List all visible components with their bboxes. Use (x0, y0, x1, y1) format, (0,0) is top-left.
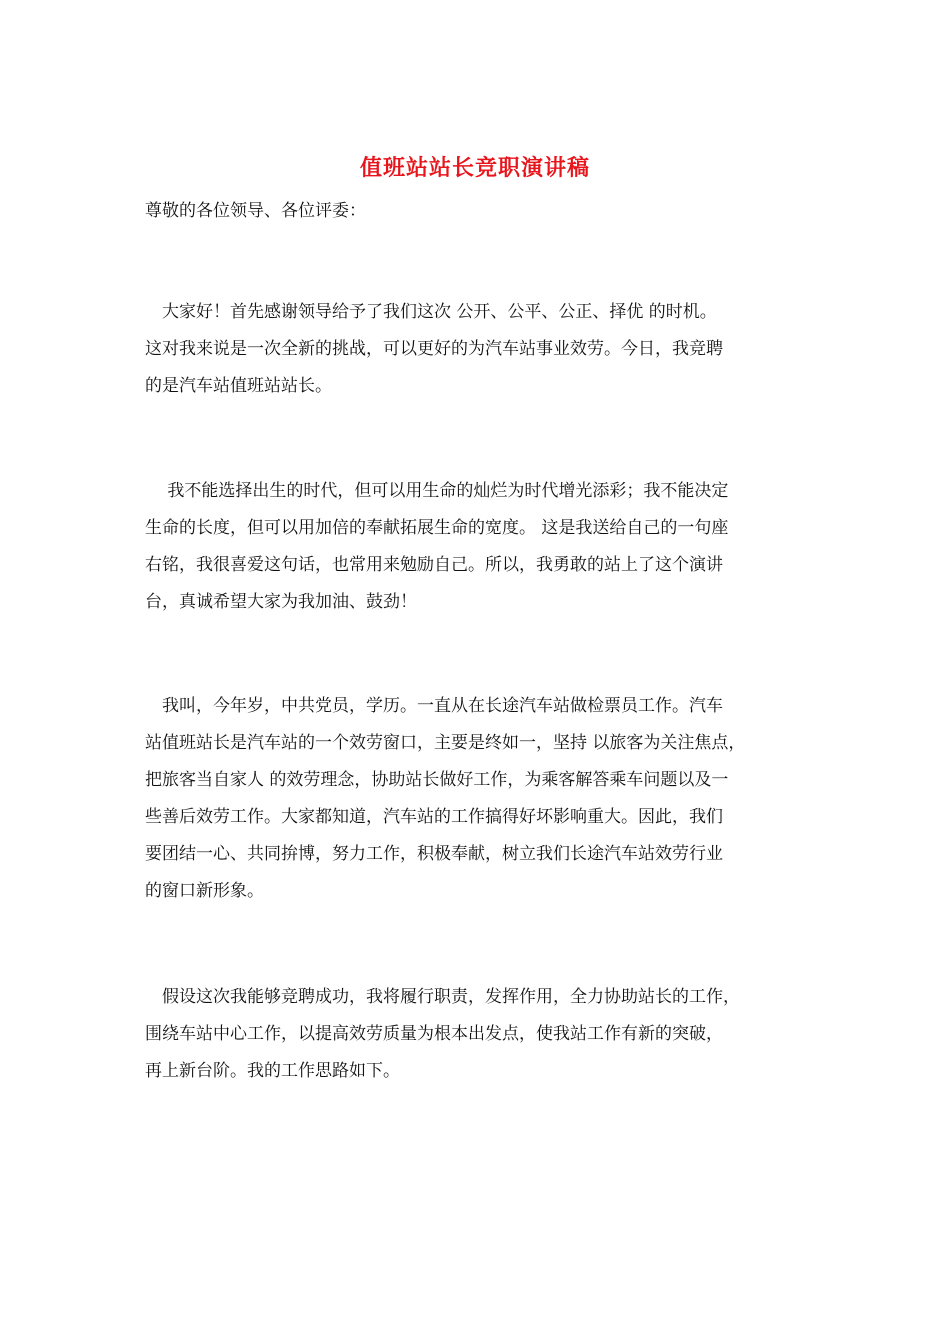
paragraph-line: 的是汽车站值班站站长。 (145, 376, 332, 396)
paragraph-line: 我叫，今年岁，中共党员，学历。一直从在长途汽车站做检票员工作。汽车 (145, 696, 723, 716)
paragraph-line: 站值班站长是汽车站的一个效劳窗口，主要是终如一，坚持 以旅客为关注焦点， (145, 733, 746, 753)
document-title: 值班站站长竞职演讲稿 (359, 155, 590, 181)
salutation: 尊敬的各位领导、各位评委： (145, 201, 366, 221)
paragraph-line: 我不能选择出生的时代，但可以用生命的灿烂为时代增光添彩；我不能决定 (145, 481, 729, 501)
paragraph-line: 这对我来说是一次全新的挑战，可以更好的为汽车站事业效劳。今日，我竞聘 (145, 339, 723, 359)
paragraph-line: 台，真诚希望大家为我加油、鼓劲！ (145, 592, 417, 612)
paragraph-line: 大家好！首先感谢领导给予了我们这次 公开、公平、公正、择优 的时机。 (145, 302, 717, 322)
paragraph-line: 右铭，我很喜爱这句话，也常用来勉励自己。所以，我勇敢的站上了这个演讲 (145, 555, 723, 575)
paragraph-line: 的窗口新形象。 (145, 881, 264, 901)
paragraph-line: 生命的长度，但可以用加倍的奉献拓展生命的宽度。 这是我送给自己的一句座 (145, 518, 729, 538)
paragraph-motto (145, 473, 825, 621)
paragraph-line: 些善后效劳工作。大家都知道，汽车站的工作搞得好坏影响重大。因此，我们 (145, 807, 723, 827)
paragraph-greeting (145, 294, 825, 405)
paragraph-introduction (145, 688, 825, 910)
paragraph-plan (145, 979, 825, 1090)
paragraph-line: 围绕车站中心工作，以提高效劳质量为根本出发点，使我站工作有新的突破， (145, 1024, 723, 1044)
paragraph-line: 再上新台阶。我的工作思路如下。 (145, 1061, 400, 1081)
paragraph-line: 把旅客当自家人 的效劳理念，协助站长做好工作，为乘客解答乘车问题以及一 (145, 770, 729, 790)
paragraph-line: 假设这次我能够竞聘成功，我将履行职责，发挥作用，全力协助站长的工作， (145, 987, 740, 1007)
paragraph-line: 要团结一心、共同拚博，努力工作，积极奉献，树立我们长途汽车站效劳行业 (145, 844, 723, 864)
